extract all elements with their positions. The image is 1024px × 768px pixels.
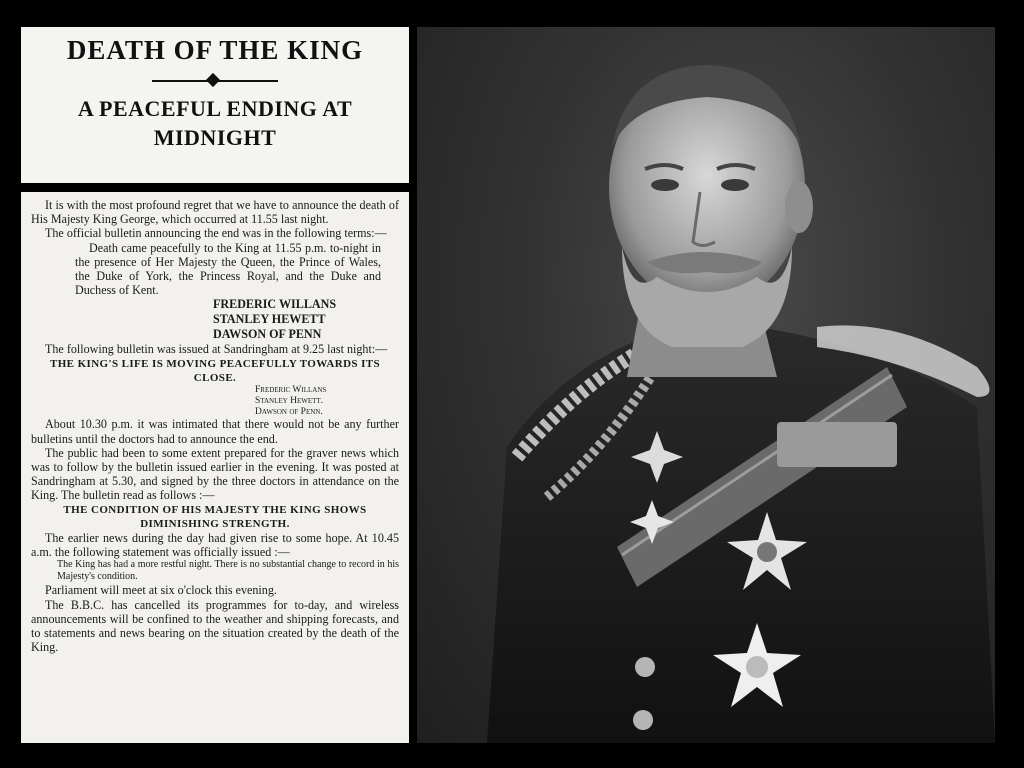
small-signatory-3: Dawson of Penn. <box>255 406 323 417</box>
signatory-2: STANLEY HEWETT <box>213 312 326 327</box>
official-statement: The King has had a more restful night. There is no substantial change to record in his Majesty's condition. <box>57 559 399 583</box>
portrait-illustration <box>417 27 995 743</box>
small-signatory-1: Frederic Willans <box>255 385 327 396</box>
headline-subtitle-line2: MIDNIGHT <box>153 125 277 150</box>
signatory-3: DAWSON OF PENN <box>213 327 322 342</box>
bulletin-kings-life: THE KING'S LIFE IS MOVING PEACEFULLY TOWARDS ITS CLOSE. <box>49 357 381 384</box>
headline-title: DEATH OF THE KING <box>66 35 364 65</box>
official-bulletin-quote: Death came peacefully to the King at 11.55 p.m. to-night in the presence of Her Majesty the Queen, the Prince of Wales, the Duke of York, the Princess Royal, and the Duke and Duchess of Kent. <box>75 240 381 298</box>
article-paragraph-8: The B.B.C. has cancelled its programmes for to-day, and wireless announcements will be confined to the weather and shipping forecasts, and to statements and news bearing on the situation created by the death of the King. <box>31 597 399 655</box>
small-signatory-2: Stanley Hewett. <box>255 395 324 406</box>
headline-divider <box>152 80 278 82</box>
article-paragraph-7: Parliament will meet at six o'clock this evening. <box>45 583 277 598</box>
article-paragraph-1: It is with the most profound regret that we have to announce the death of His Majesty King George, which occurred at 11.55 last night. <box>31 198 399 227</box>
headline-panel <box>21 27 409 183</box>
article-paragraph-5: The public had been to some extent prepared for the graver news which was to follow by the bulletin issued earlier in the evening. It was posted at Sandringham at 5.30, and signed by the three doctors in attendance on the King. The bulletin read as follows :— <box>31 445 399 503</box>
article-paragraph-6: The earlier news during the day had given rise to some hope. At 10.45 a.m. the following statement was officially issued :— <box>31 531 399 560</box>
headline-subtitle-line1: A PEACEFUL ENDING AT <box>77 96 353 121</box>
signatory-1: FREDERIC WILLANS <box>213 297 337 312</box>
divider-diamond <box>206 73 220 87</box>
king-portrait-photo <box>417 27 995 743</box>
article-paragraph-3: The following bulletin was issued at Sandringham at 9.25 last night:— <box>45 342 388 357</box>
article-paragraph-2: The official bulletin announcing the end was in the following terms:— <box>45 226 387 241</box>
article-paragraph-4: About 10.30 p.m. it was intimated that there would not be any further bulletins until the doctors had to announce the end. <box>31 417 399 446</box>
bulletin-condition: THE CONDITION OF HIS MAJESTY THE KING SHOWS DIMINISHING STRENGTH. <box>63 503 367 530</box>
article-panel <box>21 192 409 743</box>
